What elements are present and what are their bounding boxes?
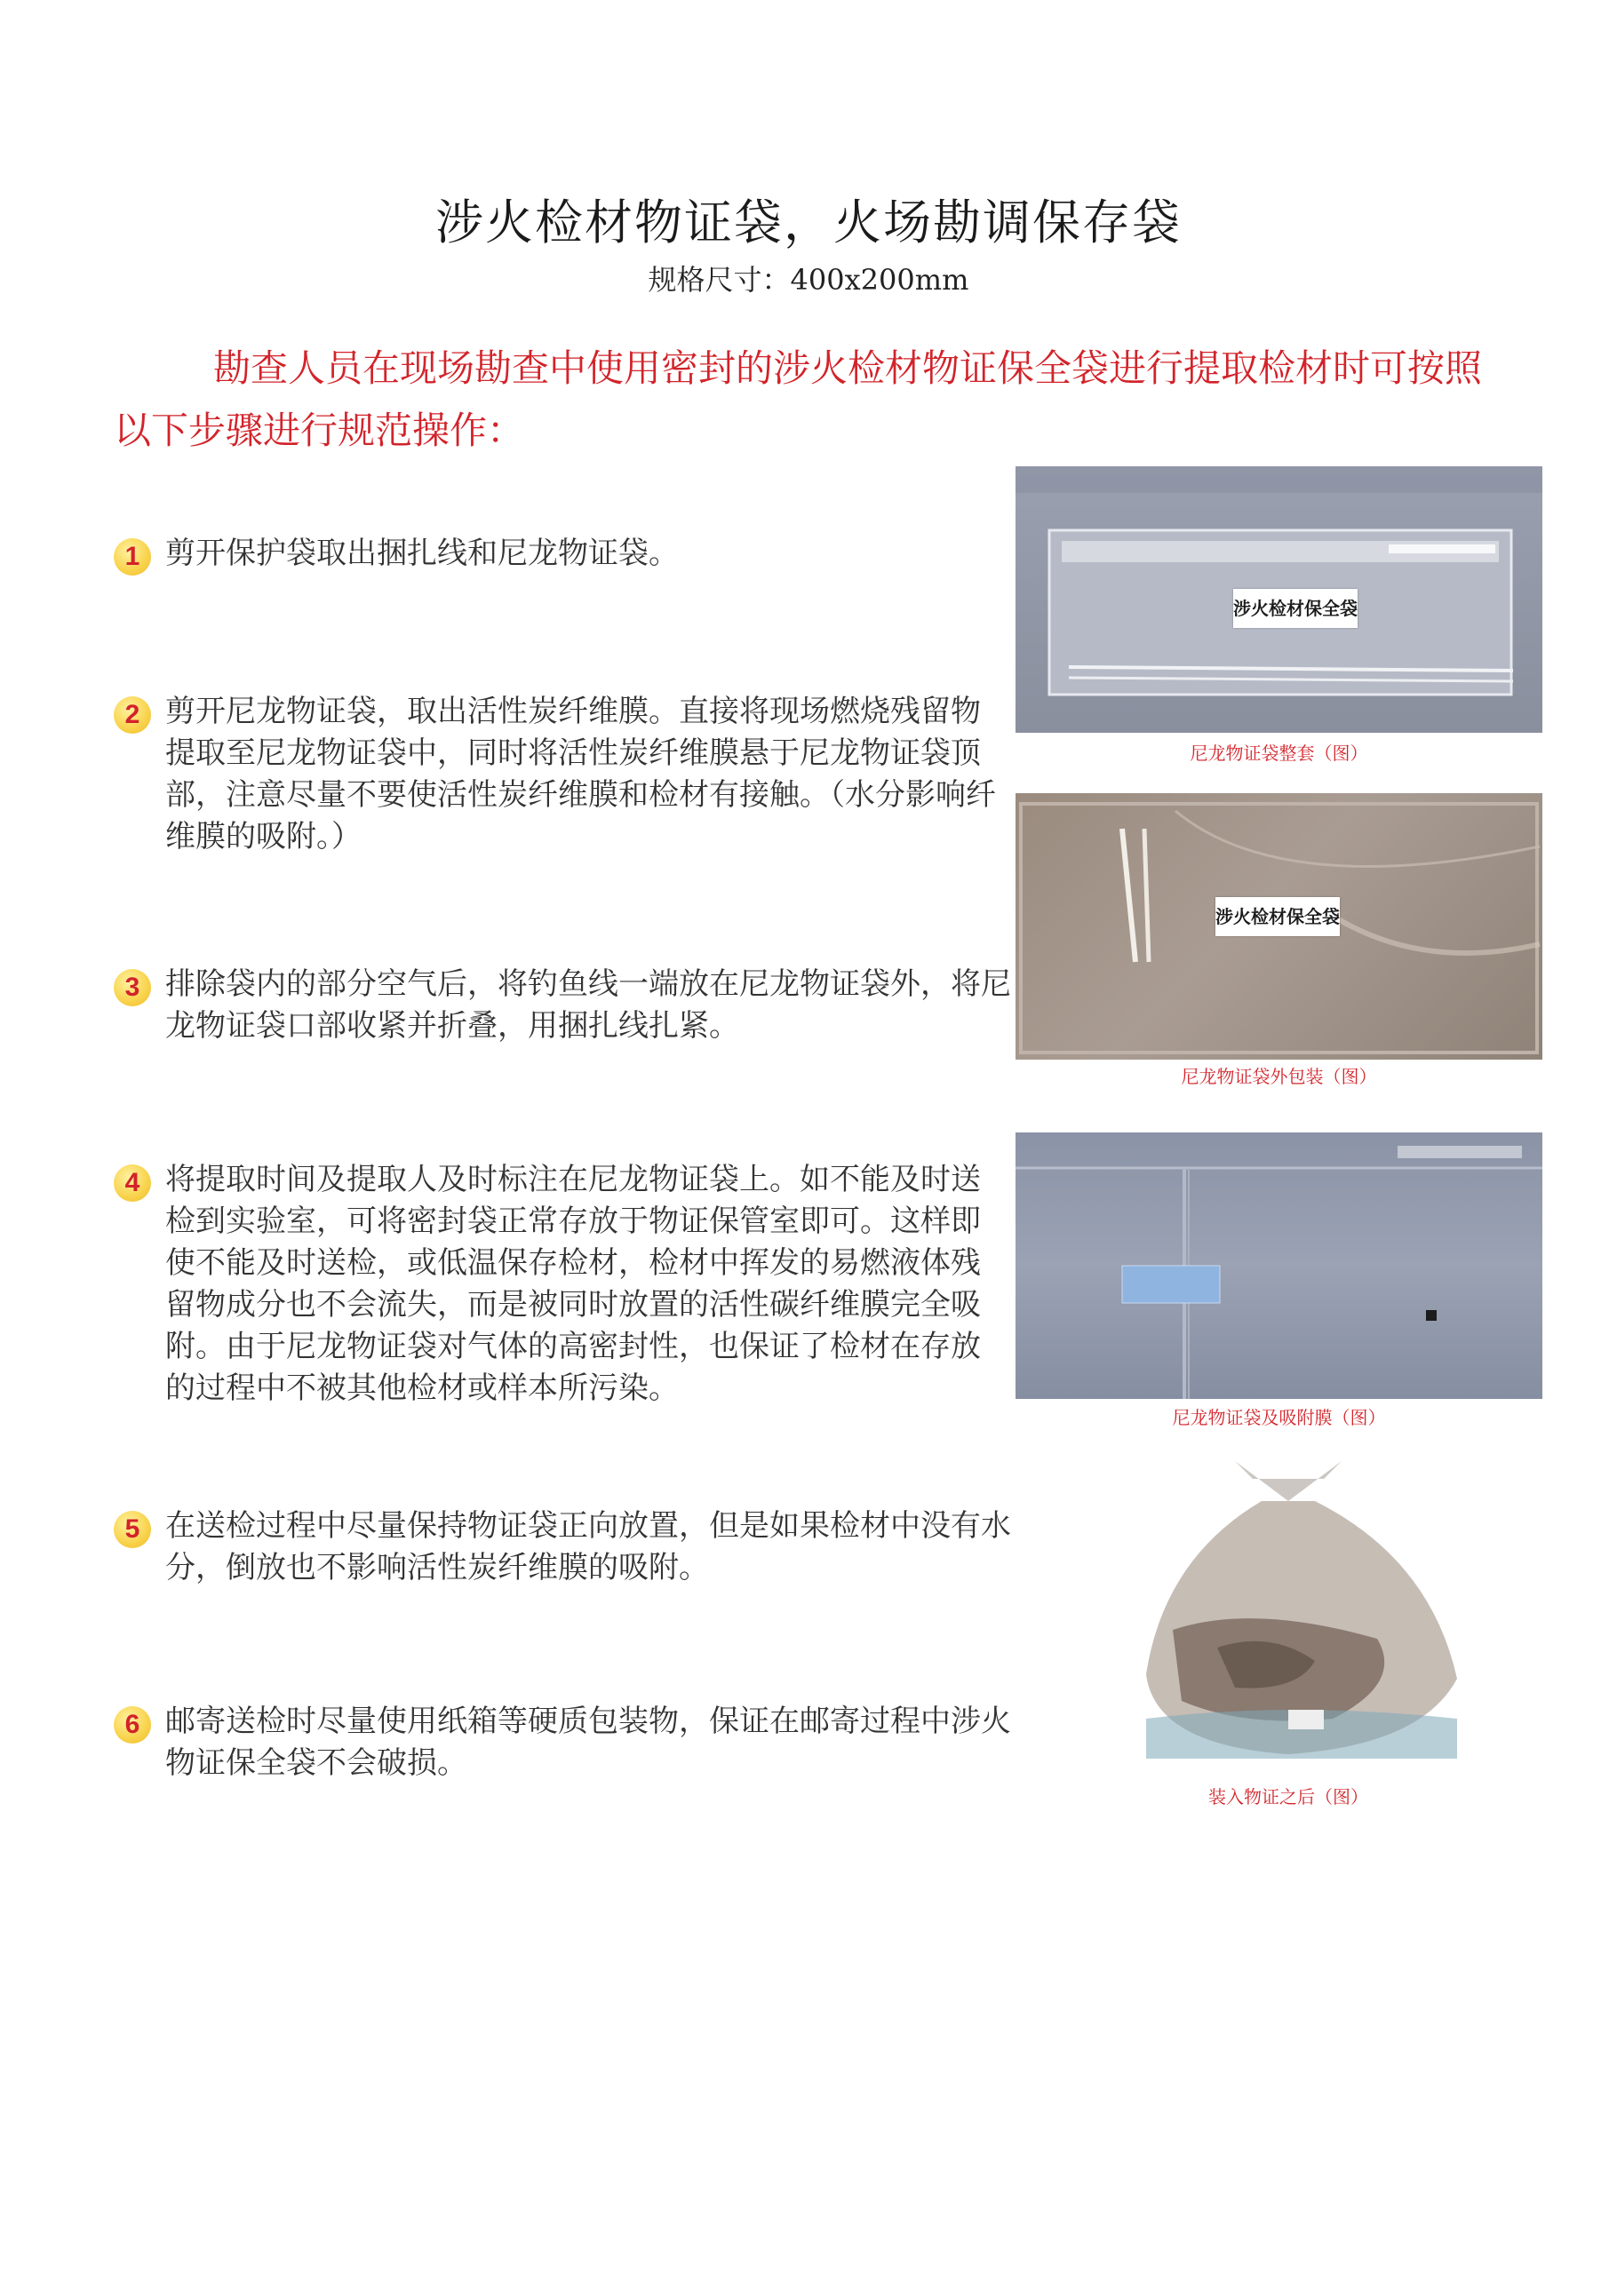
step-number-badge: 3 bbox=[114, 969, 151, 1006]
step-text: 剪开尼龙物证袋，取出活性炭纤维膜。直接将现场燃烧残留物提取至尼龙物证袋中，同时将活性炭纤维膜悬于尼龙物证袋顶部，注意尽量不要使活性炭纤维膜和检材有接触。（水分影响纤维膜的吸附。） bbox=[165, 694, 996, 854]
step-5 bbox=[114, 1506, 1011, 1594]
bag-with-evidence-illustration bbox=[1111, 1452, 1466, 1759]
step-6 bbox=[114, 1701, 1011, 1790]
step-text: 将提取时间及提取人及时标注在尼龙物证袋上。如不能及时送检到实验室，可将密封袋正常存放于物证保管室即可。这样即使不能及时送检，或低温保存检材，检材中挥发的易燃液体残留物成分也不会流失，而是被同时放置的活性碳纤维膜完全吸附。由于尼龙物证袋对气体的高密封性，也保证了检材在存放的过程中不被其他检材或样本所污染。 bbox=[165, 1162, 981, 1406]
step-text: 在送检过程中尽量保持物证袋正向放置，但是如果检材中没有水分，倒放也不影响活性炭纤维膜的吸附。 bbox=[165, 1508, 1011, 1585]
step-4 bbox=[114, 1159, 1002, 1426]
intro-paragraph: 勘查人员在现场勘查中使用密封的涉火检材物证保全袋进行提取检材时可按照以下步骤进行规范操作： bbox=[114, 346, 1483, 452]
photo-caption: 尼龙物证袋外包装（图） bbox=[1181, 1066, 1377, 1087]
photo-caption: 尼龙物证袋及吸附膜（图） bbox=[1172, 1407, 1386, 1428]
photo-caption: 尼龙物证袋整套（图） bbox=[1190, 743, 1368, 764]
step-text: 剪开保护袋取出捆扎线和尼龙物证袋。 bbox=[165, 536, 679, 571]
step-number-badge: 4 bbox=[114, 1164, 151, 1202]
document-title: 涉火检材物证袋，火场勘调保存袋 bbox=[435, 195, 1182, 250]
photo-bag-kit bbox=[1016, 466, 1542, 733]
photo-caption: 装入物证之后（图） bbox=[1208, 1786, 1368, 1807]
bag-label: 涉火检材保全袋 bbox=[1215, 897, 1340, 936]
bag-and-film-illustration bbox=[1016, 1132, 1542, 1399]
photo-bag-and-film bbox=[1016, 1132, 1542, 1399]
photo-bag-with-evidence bbox=[1111, 1452, 1466, 1759]
step-number-badge: 1 bbox=[114, 538, 151, 576]
step-number-badge: 6 bbox=[114, 1706, 151, 1744]
bag-label: 涉火检材保全袋 bbox=[1233, 589, 1358, 628]
step-number-badge: 5 bbox=[114, 1511, 151, 1548]
step-text: 排除袋内的部分空气后，将钓鱼线一端放在尼龙物证袋外，将尼龙物证袋口部收紧并折叠，用捆扎线扎紧。 bbox=[165, 966, 1011, 1044]
photo-bag-outer-package bbox=[1016, 793, 1542, 1060]
step-number-badge: 2 bbox=[114, 696, 151, 734]
step-text: 邮寄送检时尽量使用纸箱等硬质包装物，保证在邮寄过程中涉火物证保全袋不会破损。 bbox=[165, 1704, 1011, 1781]
step-3 bbox=[114, 964, 1011, 1053]
spec-size: 规格尺寸：400x200mm bbox=[648, 263, 969, 297]
step-1 bbox=[114, 533, 1002, 586]
step-2 bbox=[114, 691, 1002, 869]
